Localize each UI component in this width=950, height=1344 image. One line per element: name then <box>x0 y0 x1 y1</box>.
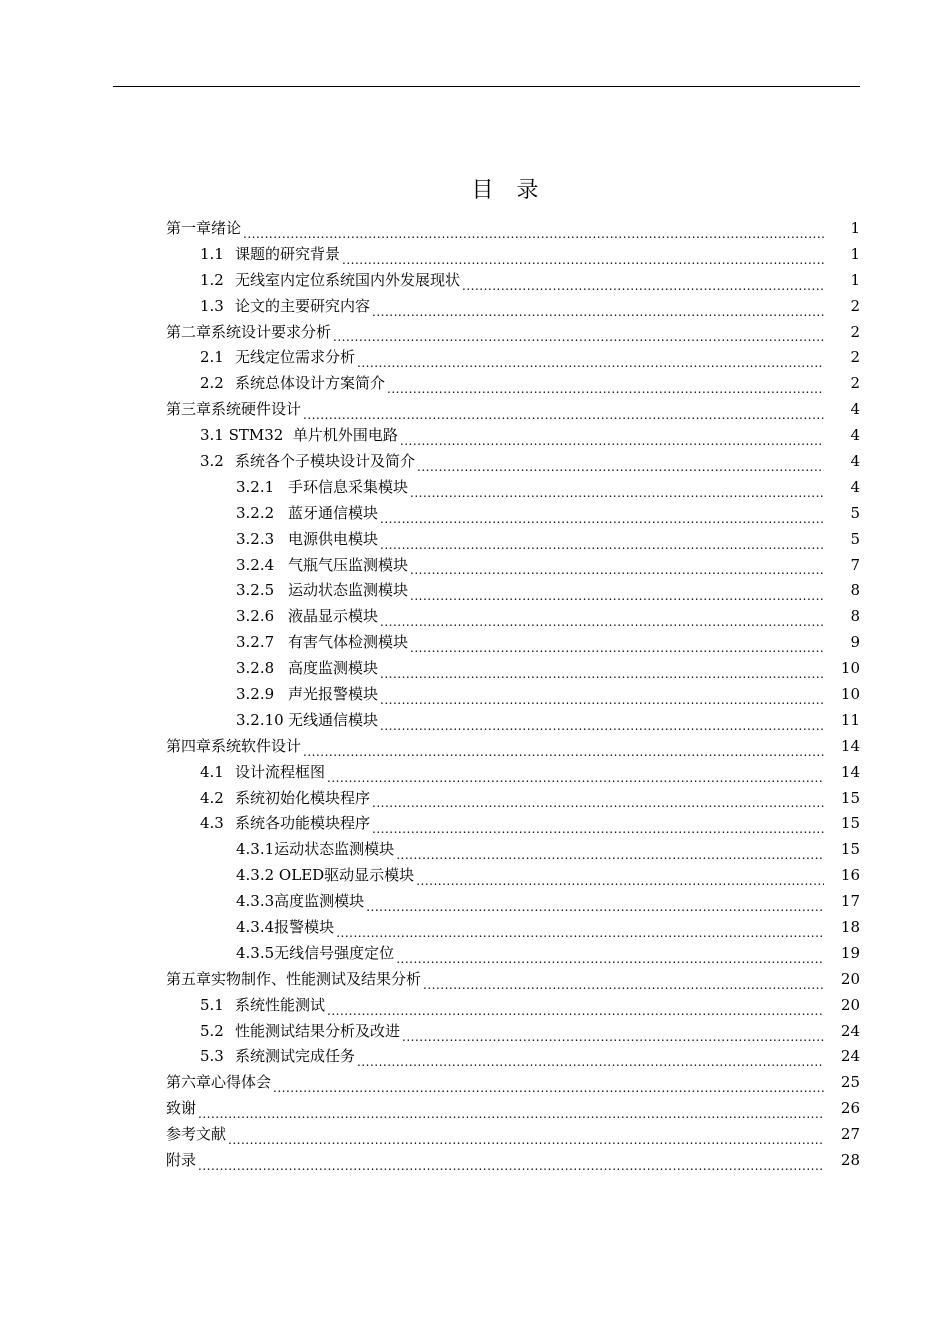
dot-leader <box>400 423 824 449</box>
toc-entry[interactable] <box>166 397 860 423</box>
toc-entry[interactable] <box>166 320 860 346</box>
toc-entry-number: 2.2 <box>200 374 224 393</box>
toc-entry-page: 4 <box>850 426 860 445</box>
toc-entry-page: 24 <box>840 1047 860 1066</box>
dot-leader <box>198 1148 824 1174</box>
toc-entry-number: 3.2.9 <box>236 685 275 704</box>
toc-entry[interactable] <box>166 216 860 242</box>
toc-entry-page: 4 <box>850 477 860 496</box>
toc-entry-page: 2 <box>850 296 860 315</box>
toc-entry-number: 3.2.7 <box>236 633 275 652</box>
toc-entry-label: 运动状态监测模块 <box>274 840 395 859</box>
toc-entry-number: 3.2.6 <box>236 607 275 626</box>
dot-leader <box>387 371 824 397</box>
toc-entry[interactable] <box>166 1070 860 1096</box>
toc-entry-page: 4 <box>850 400 860 419</box>
toc-entry-page: 7 <box>850 555 860 574</box>
toc-entry-page: 26 <box>840 1099 860 1118</box>
toc-entry-number: 4.3.2 OLED <box>236 866 325 885</box>
toc-entry-page: 15 <box>840 788 860 807</box>
dot-leader <box>228 1122 824 1148</box>
toc-entry-label: 性能测试结果分析及改进 <box>235 1021 401 1040</box>
toc-entry-page: 28 <box>840 1151 860 1170</box>
toc-entry-label: 附录 <box>166 1151 197 1170</box>
toc-entry-number: 1.2 <box>200 270 224 289</box>
toc-entry-page: 8 <box>850 581 860 600</box>
toc-entry-number: 4.1 <box>200 762 224 781</box>
toc-entry-page: 5 <box>850 529 860 548</box>
toc-entry-number: 3.1 STM32 <box>200 426 293 445</box>
toc-entry[interactable] <box>166 475 860 501</box>
toc-entry-label: 无线室内定位系统国内外发展现状 <box>235 270 461 289</box>
toc-entry-number: 3.2.5 <box>236 581 275 600</box>
toc-entry-label: 系统各功能模块程序 <box>235 814 371 833</box>
toc-entry-page: 2 <box>850 322 860 341</box>
toc-entry-label: 第五章实物制作、性能测试及结果分析 <box>166 969 422 988</box>
toc-entry-page: 14 <box>840 762 860 781</box>
toc-entry-number: 4.3 <box>200 814 224 833</box>
toc-entry-number: 3.2.2 <box>236 503 275 522</box>
toc-entry-label: 参考文献 <box>166 1125 227 1144</box>
toc-entry[interactable] <box>166 501 860 527</box>
toc-entry[interactable] <box>166 656 860 682</box>
dot-leader <box>396 837 824 863</box>
dot-leader <box>372 811 824 837</box>
toc-entry-page: 18 <box>840 918 860 937</box>
dot-leader <box>357 345 824 371</box>
toc-entry-label: 设计流程框图 <box>235 762 326 781</box>
dot-leader <box>372 786 824 812</box>
toc-entry[interactable] <box>166 268 860 294</box>
toc-entry-page: 17 <box>840 892 860 911</box>
dot-leader <box>380 604 824 630</box>
toc-entry-page: 27 <box>840 1125 860 1144</box>
toc-entry[interactable] <box>166 760 860 786</box>
toc-entry[interactable] <box>166 578 860 604</box>
toc-entry-page: 2 <box>850 348 860 367</box>
toc-entry-page: 2 <box>850 374 860 393</box>
toc-entry-label: 高度监测模块 <box>274 892 365 911</box>
dot-leader <box>410 553 824 579</box>
toc-entry-page: 14 <box>840 736 860 755</box>
toc-entry-number: 4.3.3 <box>236 892 275 911</box>
dot-leader <box>357 1045 824 1071</box>
toc-entry[interactable] <box>166 1122 860 1148</box>
toc-entry-number: 5.3 <box>200 1047 224 1066</box>
toc-entry[interactable] <box>166 915 860 941</box>
dot-leader <box>198 1096 824 1122</box>
toc-entry-label: 论文的主要研究内容 <box>235 296 371 315</box>
toc-entry[interactable] <box>166 423 860 449</box>
toc-entry-label: 致谢 <box>166 1099 197 1118</box>
toc-entry-number: 3.2.3 <box>236 529 275 548</box>
toc-entry-page: 9 <box>850 633 860 652</box>
toc-entry-page: 24 <box>840 1021 860 1040</box>
toc-entry-page: 15 <box>840 814 860 833</box>
toc-entry[interactable] <box>166 553 860 579</box>
toc-entry-page: 19 <box>840 943 860 962</box>
toc-entry[interactable] <box>166 837 860 863</box>
toc-entry-page: 10 <box>840 659 860 678</box>
toc-title: 目 录 <box>471 178 547 203</box>
toc-entry-number: 4.3.1 <box>236 840 275 859</box>
toc-entry-label: 高度监测模块 <box>288 659 379 678</box>
toc-entry-number: 1.3 <box>200 296 224 315</box>
toc-entry[interactable] <box>166 345 860 371</box>
toc-entry-number: 3.2 <box>200 452 224 470</box>
toc-entry[interactable] <box>166 967 860 993</box>
toc-entry-number: 3.2.8 <box>236 659 275 678</box>
toc-entry-label: 有害气体检测模块 <box>288 633 409 652</box>
toc-entry-page: 1 <box>850 270 860 289</box>
dot-leader <box>366 889 824 915</box>
toc-entry-page: 15 <box>840 840 860 859</box>
toc-entry-page: 10 <box>840 685 860 704</box>
dot-leader <box>303 397 824 423</box>
toc-entry[interactable] <box>166 786 860 812</box>
toc-entry-label: 系统总体设计方案简介 <box>235 374 386 393</box>
toc-entry-label: 声光报警模块 <box>288 685 379 704</box>
dot-leader <box>372 294 824 320</box>
toc-entry-number: 4.3.5 <box>236 943 275 962</box>
toc-entry-page: 11 <box>840 710 860 729</box>
dot-leader <box>380 708 824 734</box>
toc-entry-page: 16 <box>840 866 860 885</box>
toc-entry-page: 25 <box>840 1073 860 1092</box>
toc-entry-label: 蓝牙通信模块 <box>288 503 379 522</box>
toc-entry-number: 4.3.4 <box>236 918 275 937</box>
toc-entry[interactable] <box>166 1148 860 1174</box>
toc-entry-page: 8 <box>850 607 860 626</box>
toc-entry-page: 1 <box>850 218 860 237</box>
dot-leader <box>327 760 824 786</box>
dot-leader <box>410 578 824 604</box>
header-rule <box>113 86 860 87</box>
dot-leader <box>380 682 824 708</box>
dot-leader <box>327 993 824 1019</box>
toc-entry-label: 第三章系统硬件设计 <box>166 400 302 419</box>
dot-leader <box>410 630 824 656</box>
table-of-contents <box>166 216 860 1174</box>
toc-entry-label: 第六章心得体会 <box>166 1073 272 1092</box>
toc-entry-label: 气瓶气压监测模块 <box>288 555 409 574</box>
toc-entry-label: 电源供电模块 <box>288 529 379 548</box>
toc-entry-label: 无线信号强度定位 <box>274 943 395 962</box>
toc-entry[interactable] <box>166 371 860 397</box>
toc-entry-page: 20 <box>840 995 860 1014</box>
dot-leader <box>380 656 824 682</box>
toc-entry-number: 3.2.1 <box>236 477 275 496</box>
toc-entry-label: 手环信息采集模块 <box>288 477 409 496</box>
toc-entry[interactable] <box>166 811 860 837</box>
toc-entry-label: 系统性能测试 <box>235 995 326 1014</box>
toc-entry[interactable] <box>166 889 860 915</box>
toc-entry-label: 报警模块 <box>274 918 335 937</box>
toc-entry-number: 1.1 <box>200 244 224 263</box>
toc-entry-page: 5 <box>850 503 860 522</box>
toc-entry-label: 无线通信模块 <box>288 710 379 729</box>
dot-leader <box>416 863 824 889</box>
toc-entry-number: 2.1 <box>200 348 224 367</box>
toc-entry[interactable] <box>166 1045 860 1071</box>
dot-leader <box>342 242 824 268</box>
toc-entry-label: 第一章绪论 <box>166 218 242 237</box>
toc-entry[interactable] <box>166 604 860 630</box>
toc-entry[interactable] <box>166 630 860 656</box>
toc-entry-page: 4 <box>850 452 860 470</box>
toc-entry-number: 4.2 <box>200 788 224 807</box>
toc-entry-label: 单片机外围电路 <box>292 426 398 445</box>
dot-leader <box>462 268 824 294</box>
toc-entry[interactable] <box>166 527 860 553</box>
toc-entry-label: 无线定位需求分析 <box>235 348 356 367</box>
toc-entry[interactable] <box>166 993 860 1019</box>
toc-entry-page: 20 <box>840 969 860 988</box>
toc-entry-number: 5.2 <box>200 1021 224 1040</box>
toc-entry-number: 3.2.10 <box>236 710 284 729</box>
toc-entry-label: 第二章系统设计要求分析 <box>166 322 332 341</box>
toc-entry-label: 课题的研究背景 <box>235 244 341 263</box>
toc-entry-label: 系统测试完成任务 <box>235 1047 356 1066</box>
toc-entry[interactable] <box>166 863 860 889</box>
toc-entry-label: 第四章系统软件设计 <box>166 736 302 755</box>
toc-entry-number: 5.1 <box>200 995 224 1014</box>
dot-leader <box>396 941 824 967</box>
toc-entry-label: 驱动显示模块 <box>324 866 415 885</box>
dot-leader <box>402 1019 824 1045</box>
dot-leader <box>423 967 824 993</box>
toc-entry[interactable] <box>166 242 860 268</box>
dot-leader <box>417 449 824 475</box>
toc-entry[interactable] <box>166 941 860 967</box>
toc-entry-label: 系统初始化模块程序 <box>235 788 371 807</box>
toc-entry[interactable] <box>166 682 860 708</box>
toc-entry-page: 1 <box>850 244 860 263</box>
toc-entry[interactable] <box>166 734 860 760</box>
toc-entry[interactable] <box>166 1096 860 1122</box>
toc-entry[interactable] <box>166 449 860 475</box>
toc-entry[interactable] <box>166 1019 860 1045</box>
dot-leader <box>380 501 824 527</box>
dot-leader <box>333 320 824 346</box>
dot-leader <box>273 1070 824 1096</box>
toc-entry-number: 3.2.4 <box>236 555 275 574</box>
dot-leader <box>243 216 824 242</box>
dot-leader <box>303 734 824 760</box>
toc-entry-label: 系统各个子模块设计及简介 <box>235 452 416 470</box>
toc-entry[interactable] <box>166 708 860 734</box>
dot-leader <box>380 527 824 553</box>
dot-leader <box>410 475 824 501</box>
toc-entry-label: 运动状态监测模块 <box>288 581 409 600</box>
dot-leader <box>336 915 824 941</box>
toc-entry-label: 液晶显示模块 <box>288 607 379 626</box>
toc-entry[interactable] <box>166 294 860 320</box>
